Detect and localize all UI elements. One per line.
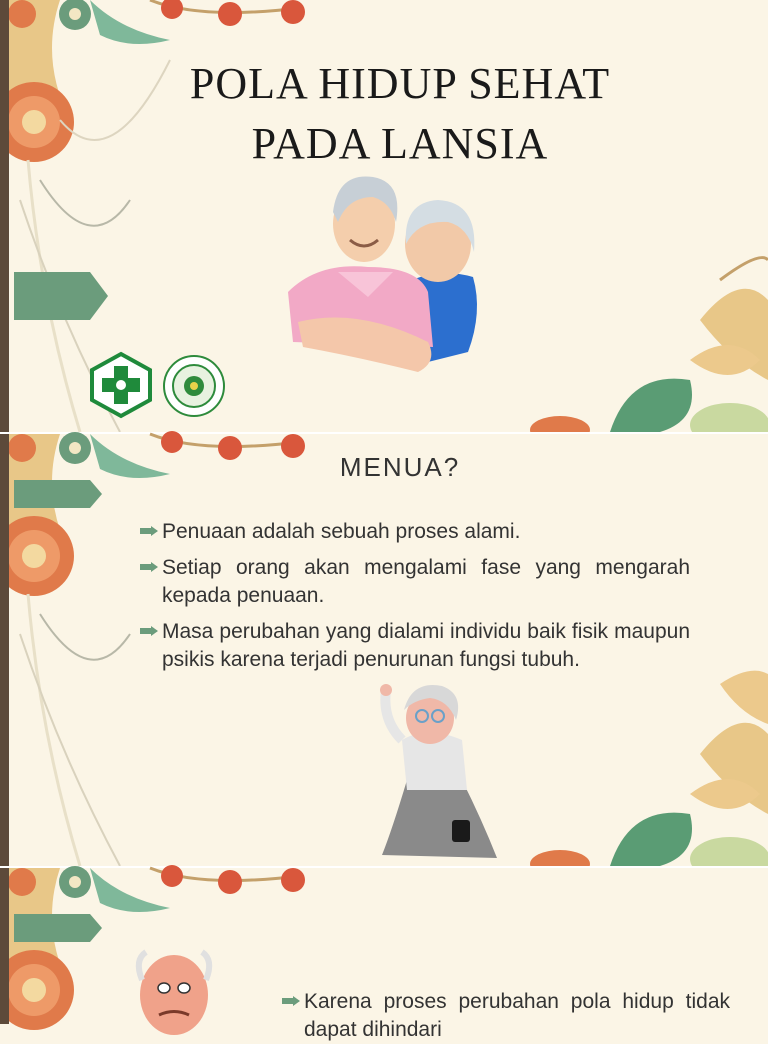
elderly-woman-illustration [372,680,512,860]
list-item: Masa perubahan yang dialami individu baik fisik maupun psikis karena terjadi penurunan fungsi tubuh. [140,618,690,674]
list-item: Karena proses perubahan pola hidup tidak dapat dihindari [282,988,730,1044]
page-title: POLA HIDUP SEHAT [189,59,611,108]
slide-2 [0,434,768,866]
slide-heading: MENUA? [339,452,461,482]
arrow-right-icon [140,526,158,536]
arrow-right-icon [140,626,158,636]
arrow-right-icon [140,562,158,572]
bullet-list [140,518,690,682]
arrow-right-icon [282,996,300,1006]
left-border [0,0,9,432]
elderly-man-illustration [124,940,224,1030]
left-border [0,868,9,1024]
slide-3 [0,868,768,1041]
left-border [0,434,9,866]
elderly-couple-illustration [278,172,488,372]
health-cross-logo [90,352,152,418]
list-item: Setiap orang akan mengalami fase yang mengarah kepada penuaan. [140,554,690,610]
list-item: Penuaan adalah sebuah proses alami. [140,518,690,546]
muhammadiyah-university-seal [162,354,226,418]
page-subtitle: PADA LANSIA [251,119,549,168]
bullet-list [282,988,730,1044]
slide-1 [0,0,768,432]
